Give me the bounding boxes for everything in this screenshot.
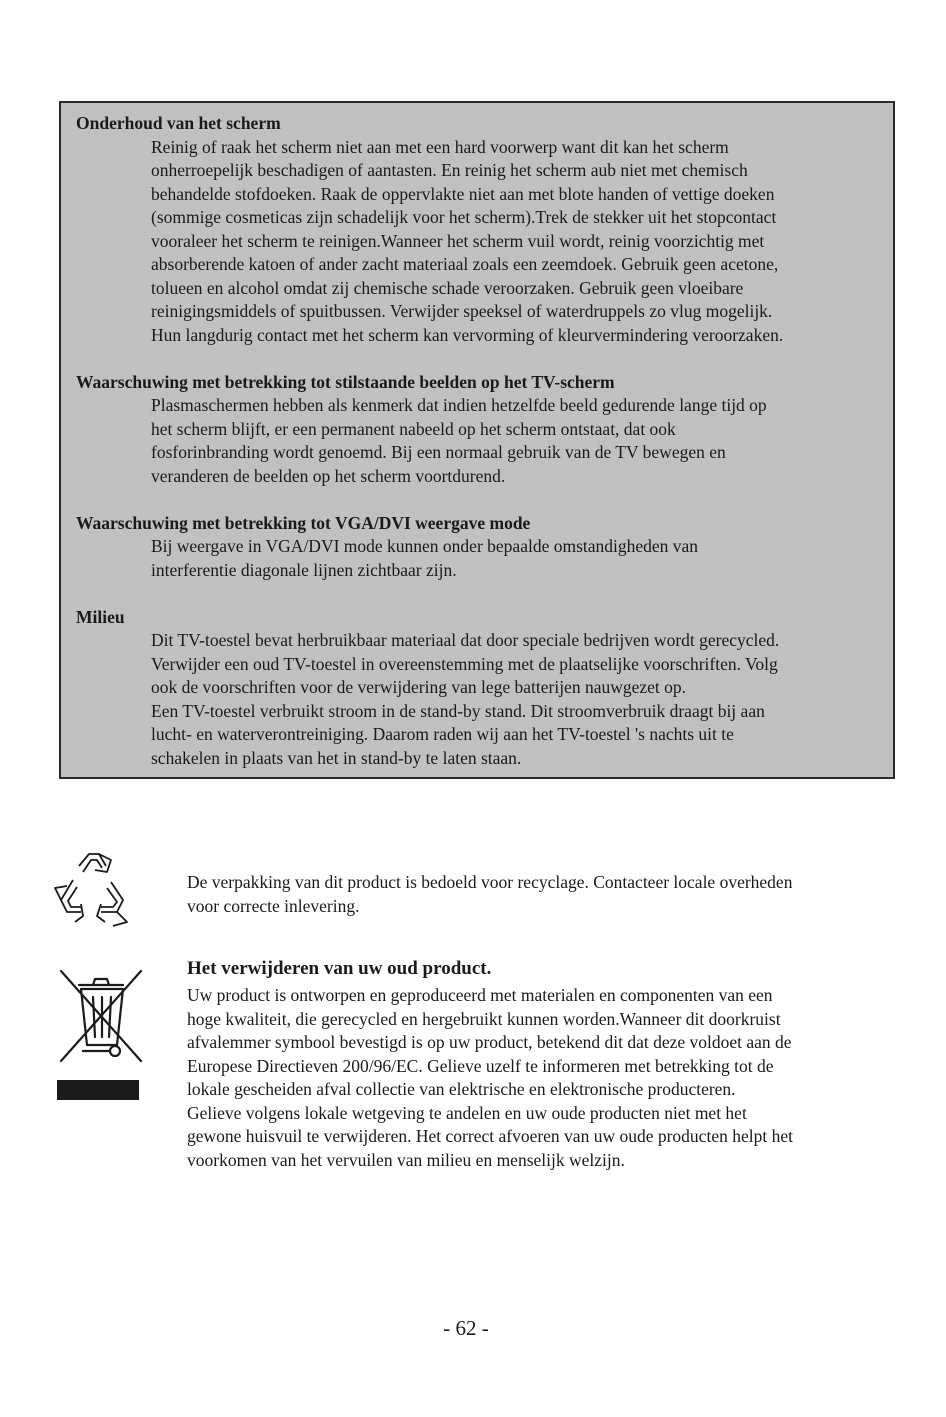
body-line: het scherm blijft, er een permanent nabeeld op het scherm ontstaat, dat ook	[151, 418, 676, 439]
body-line: schakelen in plaats van het in stand-by te laten staan.	[151, 747, 522, 768]
section-body	[151, 535, 881, 582]
disposal-line: afvalemmer symbool bevestigd is op uw product, betekend dit dat deze voldoet aan de	[187, 1032, 792, 1052]
body-line: fosforinbranding wordt genoemd. Bij een normaal gebruik van de TV bewegen en	[151, 442, 726, 462]
disposal-line: voorkomen van het vervuilen van milieu en menselijk welzijn.	[187, 1149, 625, 1170]
section-body	[151, 394, 881, 488]
section-title: Waarschuwing met betrekking tot VGA/DVI weergave mode	[76, 512, 531, 533]
disposal-line: gewone huisvuil te verwijderen. Het correct afvoeren van uw oude producten helpt het	[187, 1126, 793, 1146]
page-number: - 62 -	[443, 1316, 489, 1340]
body-line: onherroepelijk beschadigen of aantasten. En reinig het scherm aub niet met chemisch	[151, 160, 748, 180]
info-box	[59, 101, 895, 779]
body-line: Dit TV-toestel bevat herbruikbaar materiaal dat door speciale bedrijven wordt gerecycled.	[151, 630, 780, 650]
body-line: veranderen de beelden op het scherm voortdurend.	[151, 465, 506, 486]
body-line: behandelde stofdoeken. Raak de oppervlakte niet aan met blote handen of vettige doeken	[151, 183, 775, 204]
body-line: lucht- en waterverontreiniging. Daarom raden wij aan het TV-toestel 's nachts uit te	[151, 724, 734, 744]
section-still-images	[76, 371, 881, 489]
disposal-line: hoge kwaliteit, die gerecycled en hergebruikt kunnen worden.Wanneer dit doorkruist	[187, 1008, 781, 1029]
section-maintenance	[76, 112, 881, 347]
recycle-icon	[53, 852, 131, 934]
body-line: Een TV-toestel verbruikt stroom in de stand-by stand. Dit stroomverbruik draagt bij aan	[151, 700, 765, 721]
body-line: ook de voorschriften voor de verwijdering van lege batterijen nauwgezet op.	[151, 677, 687, 697]
body-line: Hun langdurig contact met het scherm kan vervorming of kleurvermindering veroorzaken.	[151, 324, 784, 345]
section-title: Waarschuwing met betrekking tot stilstaande beelden op het TV-scherm	[76, 371, 615, 392]
body-line: Reinig of raak het scherm niet aan met een hard voorwerp want dit kan het scherm	[151, 136, 729, 157]
section-title: Milieu	[76, 606, 125, 627]
section-vga-dvi	[76, 512, 881, 583]
body-line: (sommige cosmeticas zijn schadelijk voor het scherm).Trek de stekker uit het stopcontact	[151, 207, 777, 227]
section-body	[151, 629, 881, 770]
body-line: reinigingsmiddels of spuitbussen. Verwijder speeksel of waterdruppels zo vlug mogelijk.	[151, 301, 773, 321]
body-line: absorberende katoen of ander zacht materiaal zoals een zeemdoek. Gebruik geen acetone,	[151, 254, 779, 274]
disposal-line: lokale gescheiden afval collectie van elektrische en elektronische producteren.	[187, 1079, 736, 1099]
body-line: Bij weergave in VGA/DVI mode kunnen onder bepaalde omstandigheden van	[151, 536, 699, 556]
section-body	[151, 136, 881, 348]
disposal-line: Uw product is ontworpen en geproduceerd met materialen en componenten van een	[187, 985, 773, 1005]
body-line: interferentie diagonale lijnen zichtbaar zijn.	[151, 559, 457, 580]
disposal-line: Europese Directieven 200/96/EC. Gelieve uzelf te informeren met betrekking tot de	[187, 1055, 774, 1076]
disposal-text	[187, 957, 907, 1172]
disposal-line: Gelieve volgens lokale wetgeving te andelen en uw oude producten niet met het	[187, 1102, 747, 1123]
disposal-title: Het verwijderen van uw oud product.	[187, 958, 492, 979]
crossed-bin-icon	[57, 969, 145, 1101]
recycle-line: voor correcte inlevering.	[187, 895, 360, 916]
body-line: tolueen en alcohol omdat zij chemische schade veroorzaken. Gebruik geen vloeibare	[151, 277, 744, 298]
recycle-line: De verpakking van dit product is bedoeld voor recyclage. Contacteer locale overheden	[187, 872, 793, 892]
recycle-text	[187, 871, 907, 918]
body-line: vooraleer het scherm te reinigen.Wanneer het scherm vuil wordt, reinig voorzichtig met	[151, 230, 765, 251]
section-title: Onderhoud van het scherm	[76, 113, 281, 133]
body-line: Verwijder een oud TV-toestel in overeenstemming met de plaatselijke voorschriften. Volg	[151, 653, 778, 674]
section-environment	[76, 606, 881, 771]
body-line: Plasmaschermen hebben als kenmerk dat indien hetzelfde beeld gedurende lange tijd op	[151, 395, 767, 415]
